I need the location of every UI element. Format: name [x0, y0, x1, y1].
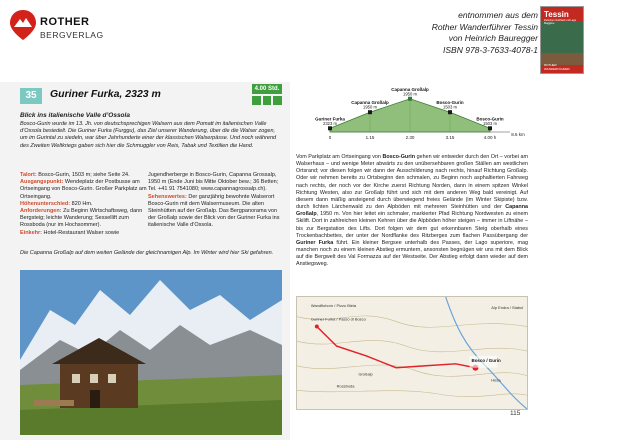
fact-text: Jugendherberge in Bosco-Gurin, Capanna Grossalp, 1950 m (Ende Juni bis Mitte Oktober bew.; 36 Betten; Tel. +41 91 7541080; www.capannagrossalp.ch).	[148, 172, 279, 193]
map-label: Bosco / Gurin	[471, 357, 501, 363]
brand-subtitle: BERGVERLAG	[40, 30, 104, 40]
profile-point	[488, 126, 492, 130]
book-cover-subtitle: Zwischen Gotthard und Lago Maggiore	[544, 19, 577, 25]
fact-label: Höhenunterschied:	[20, 200, 71, 207]
fact-item	[20, 208, 148, 230]
route-facts-left	[20, 172, 148, 237]
profile-time-label: 1.15	[365, 135, 375, 140]
fact-item	[148, 194, 282, 230]
route-description: Vom Parkplatz am Ortseingang von Bosco-Gurin gehen wir entweder durch den Ort – vorbei am Walserhaus – und wenige Meter abwärts zu den unübersehbaren großen Ställen am westlichen Ortsrand; vor diesen folgen wir dann der Ausschilderung nach rechts, hinauf Richtung Großalp. Oder wir nehmen bereits zu Ortsbeginn den schmalen, zu Beginn noch asphaltierten Fahrweg nach rechts, der noch vor der Kirche zuerst Richtung Norden, dann in einem spitzen Winkel Richtung Westen, also zur Großalp führt und sich mit dem anderen Weg bald vereinigt. Auf diesem dann mäßig ansteigend durch überwiegend freies Gelände (im Winter Skipiste) bzw. durch lichten Lärchenwald zu den Alpböden mit mehreren Steinhütten und der Capanna Großalp, 1950 m. Von hier leitet ein schmaler, markierter Pfad Richtung Nordwesten zu einem Skilift. Dort in zahlreichen kleinen Kehren über die Alpböden höher steigen – immer in Liftnähe – bis zur Bergstation des Lifts. Dort folgen wir dem gut erkennbaren Steig oberhalb eines Trockenbachbettes, der unter der Nordflanke des Ritzberges zum flachen Passübergang der Guriner Furka führt. Ein kleiner Bergsee unterhalb des Passes, der Lago superiore, mag manchen noch zu einem kleinen Abstieg ermuntern, ansonsten begnügen wir uns mit dem Blick auf die Bergwelt des Val Formazza auf der Westseite. Der Abstieg erfolgt dann wieder auf dem Anstiegsweg.	[296, 154, 529, 268]
map-label: Wandfluhorn / Pizzo Biela	[310, 302, 357, 308]
fact-label: Einkehr:	[20, 229, 43, 236]
route-subtitle: Blick ins italienische Valle d’Ossola	[20, 112, 130, 119]
route-number-badge: 35	[20, 88, 42, 104]
book-cover-title: Tessin	[544, 10, 569, 19]
book-cover[interactable]	[540, 6, 584, 74]
brand-name: ROTHER	[40, 16, 90, 28]
map-label: Alp Endra / Stabul	[491, 304, 524, 310]
profile-point-elevation: 1503 m	[483, 120, 497, 126]
page-number: 115	[510, 410, 521, 417]
fact-item	[20, 172, 148, 179]
profile-time-label: 0	[328, 135, 332, 140]
attribution-line: ISBN 978-3-7633-4078-1	[443, 44, 538, 55]
route-icons	[252, 96, 282, 106]
hut-photo	[20, 270, 282, 435]
fact-text: 820 Hm.	[71, 200, 93, 207]
fact-label: Talort:	[20, 172, 37, 178]
map-label: Hüsa	[491, 377, 501, 383]
route-intro: Bosco-Gurin wurde im 13. Jh. von deutschsprechigen Walsern aus dem Pomatt im italienischen Valle d’Ossola besiedelt. Die Guriner Furka (Furggu), das Ziel unserer Wanderung, über die die Walser zogen, um im Gurintal zu siedeln, war über Jahrhunderte einer der klassischen Walserpässe. Und noch während des Zweiten Weltkriegs gaben sich hier die Schmuggler von Reis, Tabak und Textilien die Hand.	[20, 121, 277, 149]
fact-text: Der ganzjährig bewohnte Walserort Bosco-Gurin mit dem Walsermuseum. Die alten Steinhütten auf der Großalp. Das Bergpanorama von der Großalp sowie der Blick von der Guriner Furka ins italienische Valle d’Ossola.	[148, 193, 280, 229]
profile-point-elevation: 2323 m	[323, 120, 337, 126]
fact-label: Ausgangspunkt:	[20, 179, 64, 186]
route-map	[296, 296, 528, 410]
profile-point-name: Bosco-Gurin	[476, 116, 504, 122]
profile-point	[328, 126, 332, 130]
attribution-line: Rother Wanderführer Tessin	[431, 21, 538, 32]
profile-point	[448, 110, 452, 114]
fact-label: Sehenswertes:	[148, 193, 187, 200]
profile-point-elevation: 1950 m	[363, 104, 377, 110]
profile-point-elevation: 1950 m	[403, 91, 417, 97]
attribution	[348, 10, 538, 56]
map-label: Rossboda	[336, 383, 355, 389]
profile-point	[368, 110, 372, 114]
profile-time-label: 2.30	[405, 135, 415, 140]
photo-caption: Die Capanna Großalp auf dem weiten Gelände der gleichnamigen Alp. Im Winter wird hier Ski gefahren.	[20, 250, 274, 256]
profile-distance: 8.6 km	[511, 132, 525, 137]
duration-badge: 4.00 Std.	[252, 84, 282, 94]
book-cover-brand: ROTHER WANDERFÜHRER	[544, 63, 570, 71]
map-label: Guriner Furka / Passo di Bosco	[310, 316, 366, 322]
profile-point-name: Bosco-Gurin	[436, 100, 464, 106]
profile-time-label: 4.00 h	[483, 135, 497, 140]
profile-point-elevation: 1503 m	[443, 104, 457, 110]
profile-time-label: 3.15	[445, 135, 455, 140]
attribution-line: von Heinrich Bauregger	[448, 33, 538, 43]
hut-icon	[263, 96, 272, 105]
fact-text: Hotel-Restaurant Walser sowie	[43, 229, 120, 236]
profile-point-name: Guriner Furka	[315, 116, 345, 122]
route-title: Guriner Furka, 2323 m	[50, 88, 161, 100]
fact-item	[20, 179, 148, 201]
attribution-line: entnommen aus dem	[458, 10, 538, 20]
profile-point-name: Capanna Großalp	[351, 100, 389, 106]
map-label: Großalp	[358, 371, 373, 377]
rother-logo-icon	[10, 10, 36, 40]
fact-label: Anforderungen:	[20, 208, 62, 215]
fact-text: Wendeplatz der Postbusse am Ortseingang von Bosco-Gurin. Großer Parkplatz am Ortseingang.	[20, 179, 147, 200]
family-icon	[273, 96, 282, 105]
bus-icon	[252, 96, 261, 105]
profile-point	[408, 97, 412, 101]
fact-item	[20, 201, 148, 208]
fact-item	[20, 230, 148, 237]
elevation-profile	[300, 80, 530, 150]
profile-point-name: Capanna Großalp	[391, 86, 429, 92]
fact-text: Zu Beginn Wirtschaftsweg, dann Bergsteig; leichte Wanderung; Sessellift zum Rossboda (nur im Hochsommer).	[20, 208, 143, 229]
route-facts-right	[148, 172, 282, 230]
fact-text: Bosco-Gurin, 1503 m; siehe Seite 24.	[38, 172, 130, 178]
